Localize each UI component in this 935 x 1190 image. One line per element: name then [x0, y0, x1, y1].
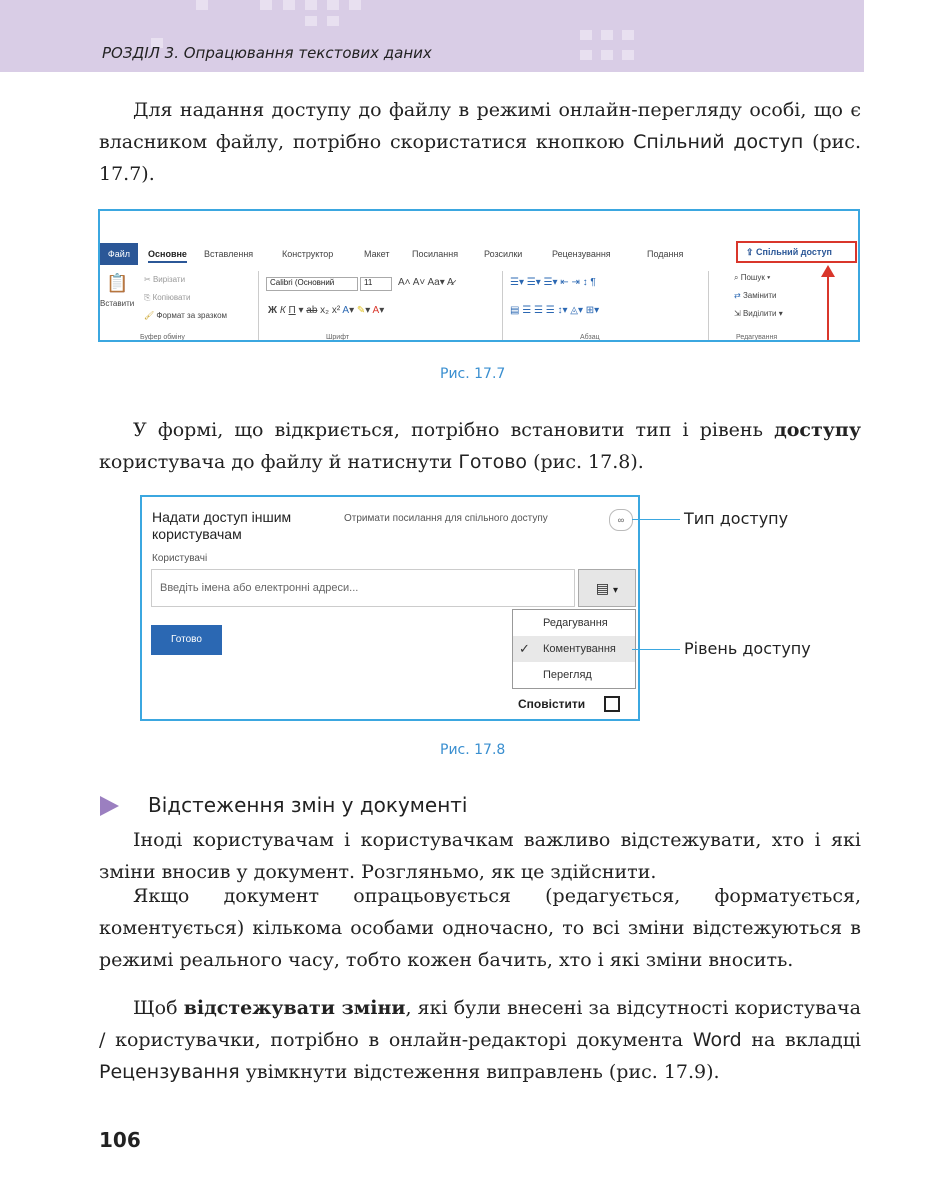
decor-square	[580, 50, 592, 60]
section-arrow-icon	[100, 796, 119, 816]
format-painter-label: Формат за зразком	[156, 311, 228, 320]
group-label-clipboard: Буфер обміну	[140, 334, 185, 341]
font-size-buttons[interactable]: A˄ A˅ Aa▾ A̷	[398, 277, 454, 288]
text: користувача до файлу й натиснути	[99, 451, 459, 473]
figure-caption-17-7: Рис. 17.7	[440, 366, 506, 382]
callout-line-type	[632, 519, 680, 520]
replace-label: Замінити	[742, 291, 777, 300]
callout-line-level	[632, 649, 680, 650]
ui-term: Word	[692, 1029, 742, 1051]
notify-checkbox[interactable]	[604, 696, 620, 712]
share-icon: ⇪	[746, 247, 757, 257]
font-name-select[interactable]: Calibri (Основний	[266, 277, 358, 291]
page-number: 106	[99, 1128, 141, 1152]
copy-button[interactable]	[144, 293, 190, 303]
notify-label: Сповістити	[518, 697, 586, 711]
ui-term: Спільний доступ	[633, 131, 804, 153]
decor-square	[327, 0, 339, 10]
users-input[interactable]: Введіть імена або електронні адреси...	[151, 569, 575, 607]
search-icon: ⌕	[734, 273, 741, 282]
arrow-indicator	[827, 267, 829, 342]
figure-caption-17-8: Рис. 17.8	[440, 742, 506, 758]
decor-square	[601, 50, 613, 60]
decor-square	[349, 0, 361, 10]
copy-icon: ⎘	[144, 293, 153, 302]
menu-item-comment[interactable]	[513, 636, 635, 662]
text: увімкнути відстеження виправлень (рис. 17.9).	[239, 1061, 720, 1083]
list-buttons[interactable]: ☰▾ ☰▾ ☰▾ ⇤ ⇥ ↕ ¶	[510, 277, 596, 288]
tab-insert[interactable]: Вставлення	[204, 249, 254, 259]
share-button[interactable]	[736, 241, 857, 263]
menu-item-edit[interactable]: Редагування	[543, 617, 608, 629]
permission-dropdown[interactable]	[578, 569, 636, 607]
decor-square	[601, 30, 613, 40]
dialog-title: Надати доступ іншим користувачам	[152, 509, 292, 542]
text: У формі, що відкриється, потрібно встановити тип і рівень	[133, 419, 775, 441]
decor-square	[305, 0, 317, 10]
decor-square	[260, 0, 272, 10]
chapter-title: РОЗДІЛ 3. Опрацювання текстових даних	[102, 44, 432, 62]
group-label-editing: Редагування	[736, 334, 778, 341]
decor-square	[305, 16, 317, 26]
decor-square	[283, 0, 295, 10]
replace-icon: ⇄	[734, 291, 743, 300]
tab-layout[interactable]: Макет	[364, 249, 390, 259]
permission-menu	[512, 609, 636, 689]
text: (рис. 17.8).	[527, 451, 644, 473]
text: Щоб	[133, 997, 184, 1019]
cut-button[interactable]	[144, 275, 185, 284]
decor-square	[327, 16, 339, 26]
decor-square	[196, 0, 208, 10]
bold-term: доступу	[774, 419, 861, 441]
brush-icon: 🖌	[144, 311, 157, 320]
cursor-icon: ⇲	[734, 309, 743, 318]
done-button[interactable]: Готово	[151, 625, 222, 655]
decor-square	[580, 30, 592, 40]
link-icon[interactable]: ∞	[609, 509, 633, 531]
decor-square	[622, 50, 634, 60]
tab-home[interactable]: Основне	[148, 249, 187, 263]
text: , які були внесені за відсутності користувача / користувачки, потрібно в онлайн-редакторі документа	[99, 997, 861, 1051]
bold-term: відстежувати зміни	[183, 997, 406, 1019]
get-link-button[interactable]: Отримати посилання для спільного доступу	[344, 513, 548, 524]
font-size-select[interactable]: 11	[360, 277, 392, 291]
check-icon: ✓	[519, 641, 530, 656]
paragraph-4: Якщо документ опрацьовується (редагується, форматується, коментується) кількома особами одночасно, то всі зміни відстежуються в режимі реального часу, тобто кожен бачить, хто і які зміни вносить.	[99, 885, 861, 971]
comment-icon: ▤	[595, 580, 610, 596]
paragraph-1	[99, 94, 861, 190]
text: Для надання доступу до файлу в режимі онлайн-перегляду особі, що є власником файлу, потрібно скористатися кнопкою	[99, 99, 861, 153]
tab-file[interactable]: Файл	[100, 243, 138, 265]
tab-design[interactable]: Конструктор	[282, 249, 334, 259]
scissors-icon: ✂	[144, 275, 153, 284]
group-label-paragraph: Абзац	[580, 334, 600, 341]
group-label-font: Шрифт	[326, 334, 350, 341]
ui-term: Готово	[458, 451, 528, 473]
menu-item-label: Коментування	[543, 643, 616, 655]
find-button[interactable]: ⌕ Пошук ▾	[734, 273, 771, 282]
paragraph-5	[99, 992, 861, 1088]
font-format-buttons[interactable]: Ж К П ▾ ab x₂ x² A▾ ✎▾ A▾	[268, 305, 385, 316]
format-painter-button[interactable]	[144, 311, 227, 320]
menu-item-view[interactable]: Перегляд	[543, 669, 592, 681]
chevron-down-icon: ▾	[613, 585, 619, 596]
share-label: Спільний доступ	[756, 247, 832, 257]
find-label: Пошук	[740, 273, 765, 282]
tab-references[interactable]: Посилання	[412, 249, 459, 259]
callout-access-level: Рівень доступу	[684, 639, 811, 658]
arrow-head	[821, 265, 835, 277]
ribbon-screenshot	[98, 209, 860, 342]
copy-label: Копіювати	[152, 293, 191, 302]
paragraph-2	[99, 414, 861, 478]
text: на вкладці	[741, 1029, 861, 1051]
text: (рис. 17.7).	[99, 131, 861, 185]
select-label: Виділити	[742, 309, 777, 318]
select-button[interactable]: ⇲ Виділити ▾	[734, 309, 783, 318]
callout-access-type: Тип доступу	[684, 509, 789, 528]
users-label: Користувачі	[152, 553, 208, 564]
tab-mailings[interactable]: Розсилки	[484, 249, 523, 259]
group-divider	[258, 271, 259, 341]
cut-label: Вирізати	[152, 275, 186, 284]
paste-button[interactable]: Вставити	[100, 299, 135, 308]
paste-icon[interactable]: 📋	[106, 273, 129, 293]
share-dialog	[140, 495, 640, 721]
align-buttons[interactable]: ▤ ☰ ☰ ☰ ↕▾ ◬▾ ⊞▾	[510, 305, 600, 316]
group-divider	[502, 271, 503, 341]
tab-review[interactable]: Рецензування	[552, 249, 611, 259]
decor-square	[622, 30, 634, 40]
replace-button[interactable]	[734, 291, 777, 300]
tab-view[interactable]: Подання	[647, 249, 684, 259]
section-title: Відстеження змін у документі	[148, 793, 468, 817]
paragraph-3: Іноді користувачам і користувачкам важливо відстежувати, хто і які зміни вносив у документ. Розгляньмо, як це здійснити.	[99, 829, 861, 883]
ui-term: Рецензування	[99, 1061, 240, 1083]
group-divider	[708, 271, 709, 341]
